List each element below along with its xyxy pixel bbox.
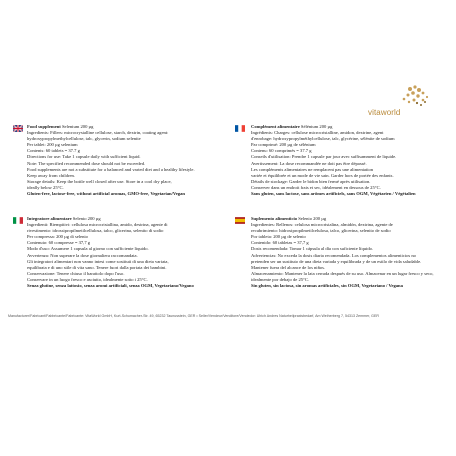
es-line: Ingredientes: Rellenos: celulosa microcristalina, almidón, dextrina, agente de bbox=[251, 222, 393, 228]
it-line: equilibrata e di uno stile di vita sano. Tenere fuori dalla portata dei bambini. bbox=[27, 264, 167, 270]
it-line: Conservare in un luogo fresco e asciutto, idealmente sotto i 25°C. bbox=[27, 276, 148, 282]
italy-flag-icon bbox=[13, 217, 23, 224]
fr-line: Sans gluten, sans lactose, sans arômes artificiels, sans OGM, Végétarien / Végétalien bbox=[251, 191, 416, 197]
fr-label-block: Complément alimentaire Sélénium 200 µg Ingrédients: Charges: cellulose microcristalline, amidon, dextrine, agent d'enrobage: hydroxypropylméthylcellulose, talc, glycérine, sélénite de sodium Par comprimé: 200 µg de sélénium Contenu: 60 comprimés = 37.7 g Conseils d'utilisation: Prendre 1 capsule par jour avec suffisamment de liquide. Avertissement: La dose recommandée ne doit pas être dépassé. Les compléments alimentaires ne remplacent pas une alimentation variée et équilibrée et un mode de vie sain. Garder hors de portée des enfants. Détails de stockage: Garder le bidon bien fermé après utilisation. Conserver dans un endroit frais et sec, idéalement en dessous de 25°C. Sans gluten, sans lactose, sans arômes artificiels, sans OGM, Végétarien / Végétalien bbox=[251, 124, 451, 197]
es-line: Contenido: 60 tabletas = 37,7 g bbox=[251, 240, 309, 246]
it-line: rivestimento: idrossipropilmetilcellulosa, talco, glicerina, selenito di sodio bbox=[27, 228, 164, 234]
en-line: Storage details: Keep the bottle well closed after use. Store in a cool dry place, bbox=[27, 178, 172, 184]
es-line: idealmente por debajo de 25°C. bbox=[251, 276, 310, 282]
es-line: Advertencias: No exceda la dosis diaria recomendada. Los complementos alimenticios no bbox=[251, 252, 416, 258]
fr-line: Les compléments alimentaires ne remplacent pas une alimentation bbox=[251, 166, 374, 172]
logo-text: vitaworld bbox=[368, 108, 401, 117]
fr-line: Avertissement: La dose recommandée ne doit pas être dépassé. bbox=[251, 160, 367, 166]
en-label-block: Food supplement Selenium 200 µg Ingredients: Fillers: microcrystalline cellulose, starch, dextrin, coating agent: hydroxypropylmethylcellulose, talc, glycerin, sodium selenite Per tablet: 200 µg selenium Contents: 60 tablets = 37.7 g Directions for use: Take 1 capsule daily with sufficient liquid. Note: The specified recommended dose should not be exceeded. Food supplements are not a substitute for a balanced and varied diet and a healthy lifestyle. Keep away from children. Storage details: Keep the bottle well closed after use. Store in a cool dry place, ideally below 25°C. Gluten-free, lactose-free, without artificial aromas, GMO-free, Vegetarian/Vegan bbox=[27, 124, 227, 197]
it-title: Integratore alimentare bbox=[27, 216, 72, 221]
fr-line: Détails de stockage: Garder le bidon bien fermé après utilisation. bbox=[251, 178, 371, 184]
en-line: Ingredients: Fillers: microcrystalline cellulose, starch, dextrin, coating agent: bbox=[27, 130, 169, 136]
it-line: Ingredienti: Riempitivi: cellulosa microcristallina, amido, destrina, agente di bbox=[27, 222, 168, 228]
en-line: Per tablet: 200 µg selenium bbox=[27, 142, 78, 148]
es-line: Almacenamiento: Mantener la lata cerrada después de su uso. Almacenar en un lugar fresco y seco, bbox=[251, 270, 434, 276]
es-line: Por tableta: 200 µg de selenio bbox=[251, 234, 306, 240]
en-line: Contents: 60 tablets = 37.7 g bbox=[27, 148, 80, 154]
manufacturer-footer: Manufacturer/Fabricant/Fabbricante/Fabricante: VitaWorld GmbH, Kurt-Schumacher-Str. 49, 65232 Taunusstein, GER • Seller/Vendeur/Venditore/Vendedor: Ulrich Andres Naturheilpraxisbedarf, Am Weiherberg 7, 54313 Zemmer, GER bbox=[8, 314, 379, 318]
en-line: ideally below 25°C. bbox=[27, 184, 64, 190]
fr-line: Conseils d'utilisation: Prendre 1 capsule par jour avec suffisamment de liquide. bbox=[251, 154, 397, 160]
fr-line: Ingrédients: Charges: cellulose microcristalline, amidon, dextrine, agent bbox=[251, 130, 384, 136]
fr-line: d'enrobage: hydroxypropylméthylcellulose, talc, glycérine, sélénite de sodium bbox=[251, 136, 395, 142]
it-line: Modo d'uso: Assumere 1 capsula al giorno con sufficiente liquido. bbox=[27, 246, 149, 252]
en-line: Keep away from children. bbox=[27, 172, 75, 178]
en-line: Note: The specified recommended dose should not be exceeded. bbox=[27, 160, 146, 166]
it-line: Per compressa: 200 µg di selenio bbox=[27, 234, 88, 240]
fr-title: Complément alimentaire bbox=[251, 124, 300, 129]
es-line: pretenden ser un sustituto de una dieta variada y equilibrada y de un estilo de vida saludable. bbox=[251, 258, 422, 264]
it-line: Conservazione: Tenere chiuso il barattolo dopo l'uso. bbox=[27, 270, 125, 276]
uk-flag-icon bbox=[13, 125, 23, 132]
vitaworld-logo bbox=[368, 85, 438, 125]
en-line: Gluten-free, lactose-free, without artificial aromas, GMO-free, Vegetarian/Vegan bbox=[27, 191, 185, 197]
es-line: recubrimiento: hidroxipropilmetilcelulosa, talco, glicerina, selenito de sodio bbox=[251, 228, 391, 234]
france-flag-icon bbox=[235, 125, 245, 132]
it-line: Contenuto: 60 compresse = 37,7 g bbox=[27, 240, 91, 246]
en-title: Food supplement bbox=[27, 124, 61, 129]
fr-line: Par comprimé: 200 µg de sélénium bbox=[251, 142, 316, 148]
es-line: Dosis recomendada: Tomar 1 cápsula al día con suficiente líquido. bbox=[251, 246, 374, 252]
es-line: Mantener fuera del alcance de los niños. bbox=[251, 264, 326, 270]
it-line: Avvertenza: Non superare la dose giornaliera raccomandata. bbox=[27, 252, 138, 258]
en-line: Directions for use: Take 1 capsule daily with sufficient liquid. bbox=[27, 154, 141, 160]
en-line: Food supplements are not a substitute for a balanced and varied diet and a healthy lifestyle. bbox=[27, 166, 195, 172]
es-label-block: Suplemento alimenticio Selenio 200 µg Ingredientes: Rellenos: celulosa microcristalina, almidón, dextrina, agente de recubrimiento: hidroxipropilmetilcelulosa, talco, glicerina, selenito de sodio Por tableta: 200 µg de selenio Contenido: 60 tabletas = 37,7 g Dosis recomendada: Tomar 1 cápsula al día con suficiente líquido. Advertencias: No exceda la dosis diaria recomendada. Los complementos alimenticios no pretenden ser un sustituto de una dieta variada y equilibrada y de un estilo de vida saludable. Mantener fuera del alcance de los niños. Almacenamiento: Mantener la lata cerrada después de su uso. Almacenar en un lugar fresco y seco, idealmente por debajo de 25°C. Sin gluten, sin lactosa, sin aromas artificiales, sin OGM, Vegetariano / Vegana bbox=[251, 216, 451, 289]
it-line: Gli integratori alimentari non vanno intesi come sostituti di una dieta variata, bbox=[27, 258, 169, 264]
it-line: Senza glutine, senza lattosio, senza aromi artificiali, senza OGM, Vegetariano/Vegano bbox=[27, 283, 194, 289]
fr-line: Conserver dans un endroit frais et sec, idéalement en dessous de 25°C. bbox=[251, 184, 381, 190]
it-label-block: Integratore alimentare Selenio 200 µg Ingredienti: Riempitivi: cellulosa microcristallina, amido, destrina, agente di rivestimento: idrossipropilmetilcellulosa, talco, glicerina, selenito di sodio Per compressa: 200 µg di selenio Contenuto: 60 compresse = 37,7 g Modo d'uso: Assumere 1 capsula al giorno con sufficiente liquido. Avvertenza: Non superare la dose giornaliera raccomandata. Gli integratori alimentari non vanno intesi come sostituti di una dieta variata, equilibrata e di uno stile di vita sano. Tenere fuori dalla portata dei bambini. Conservazione: Tenere chiuso il barattolo dopo l'uso. Conservare in un luogo fresco e asciutto, idealmente sotto i 25°C. Senza glutine, senza lattosio, senza aromi artificiali, senza OGM, Vegetariano/Vegano bbox=[27, 216, 227, 289]
fr-line: variée et équilibrée et un mode de vie sain. Garder hors de portée des enfants. bbox=[251, 172, 394, 178]
fr-line: Contenu: 60 comprimés = 37.7 g bbox=[251, 148, 312, 154]
es-title: Suplemento alimenticio bbox=[251, 216, 298, 221]
en-line: hydroxypropylmethylcellulose, talc, glycerin, sodium selenite bbox=[27, 136, 141, 142]
spain-flag-icon bbox=[235, 217, 245, 224]
es-line: Sin gluten, sin lactosa, sin aromas artificiales, sin OGM, Vegetariano / Vegana bbox=[251, 283, 403, 289]
